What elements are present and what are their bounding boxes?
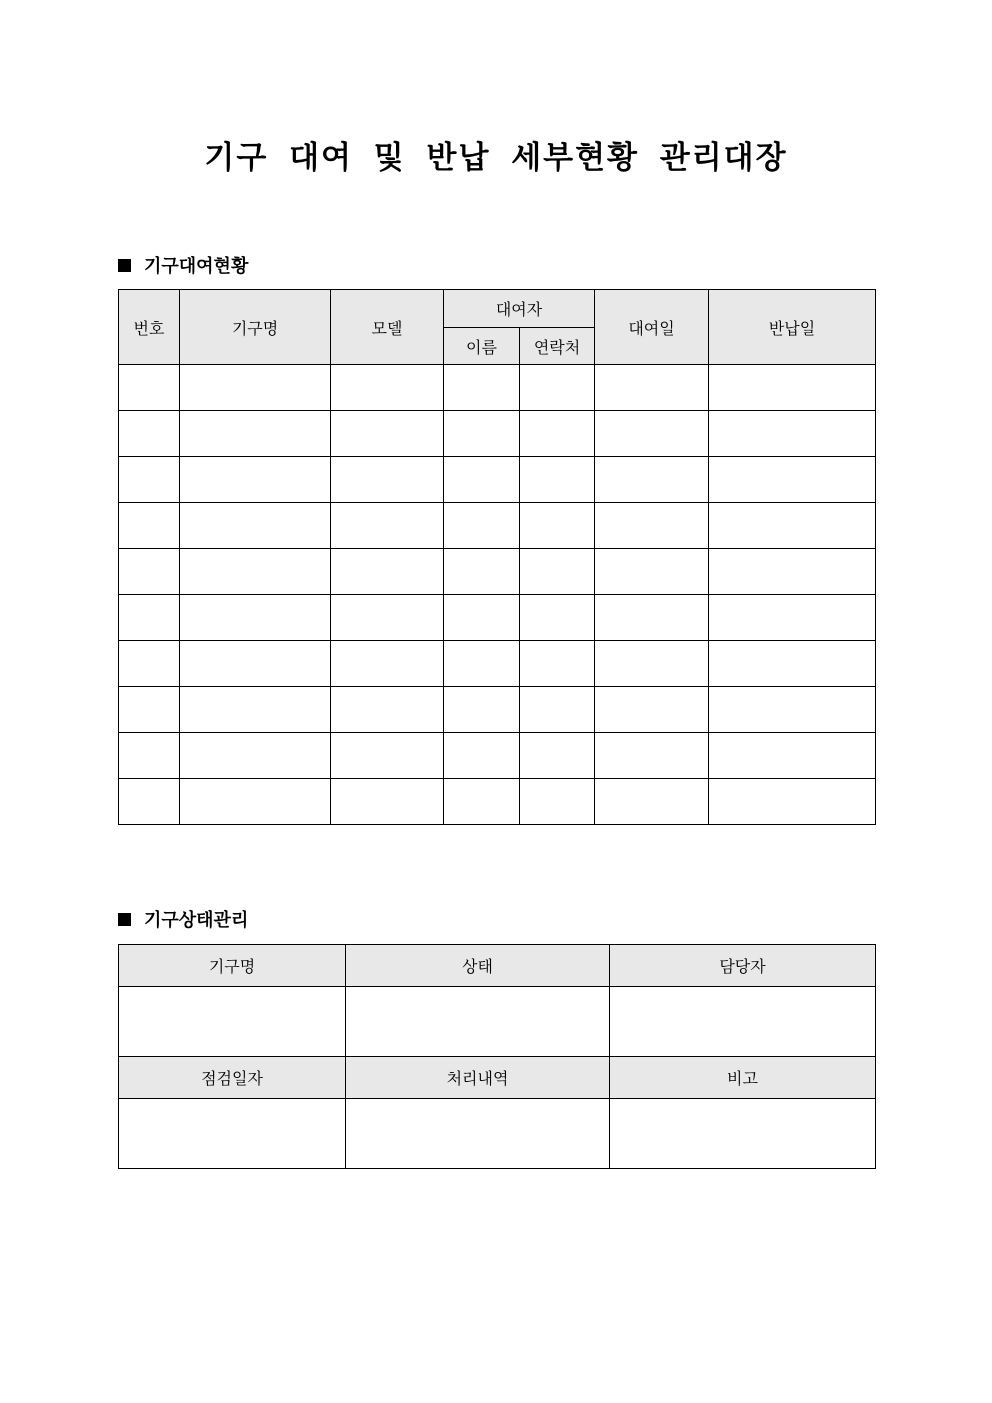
equipment-name-cell[interactable] (180, 733, 331, 779)
borrower-contact-cell[interactable] (520, 641, 595, 687)
equipment-name-cell[interactable] (180, 365, 331, 411)
equipment-name-cell[interactable] (180, 641, 331, 687)
borrower-name-cell[interactable] (444, 365, 520, 411)
equipment-name-cell[interactable] (119, 987, 346, 1057)
status-section-title: 기구상태관리 (144, 910, 249, 931)
no-cell[interactable] (119, 641, 180, 687)
borrower-name-cell[interactable] (444, 411, 520, 457)
model-cell[interactable] (331, 779, 444, 825)
header-borrower-name: 이름 (444, 328, 520, 365)
no-cell[interactable] (119, 411, 180, 457)
equipment-name-cell[interactable] (180, 595, 331, 641)
model-cell[interactable] (331, 503, 444, 549)
model-cell[interactable] (331, 595, 444, 641)
rental-date-cell[interactable] (595, 503, 709, 549)
borrower-name-cell[interactable] (444, 457, 520, 503)
table-row (119, 411, 876, 457)
rental-date-cell[interactable] (595, 549, 709, 595)
model-cell[interactable] (331, 733, 444, 779)
header-manager: 담당자 (610, 945, 876, 987)
borrower-contact-cell[interactable] (520, 411, 595, 457)
header-borrower: 대여자 (444, 290, 595, 328)
rental-date-cell[interactable] (595, 411, 709, 457)
table-row (119, 641, 876, 687)
header-model: 모델 (331, 290, 444, 365)
table-row (119, 549, 876, 595)
equipment-name-cell[interactable] (180, 503, 331, 549)
borrower-name-cell[interactable] (444, 641, 520, 687)
header-borrower-contact: 연락처 (520, 328, 595, 365)
model-cell[interactable] (331, 687, 444, 733)
status-section-heading (118, 906, 248, 932)
rental-section-title: 기구대여현황 (144, 256, 249, 277)
action-history-cell[interactable] (346, 1099, 610, 1169)
return-date-cell[interactable] (709, 641, 876, 687)
model-cell[interactable] (331, 365, 444, 411)
model-cell[interactable] (331, 457, 444, 503)
rental-table-body (119, 365, 876, 825)
no-cell[interactable] (119, 503, 180, 549)
return-date-cell[interactable] (709, 411, 876, 457)
inspection-date-cell[interactable] (119, 1099, 346, 1169)
borrower-name-cell[interactable] (444, 503, 520, 549)
header-return-date: 반납일 (709, 290, 876, 365)
return-date-cell[interactable] (709, 733, 876, 779)
rental-section-heading (118, 252, 248, 278)
square-bullet-icon (118, 913, 131, 926)
borrower-contact-cell[interactable] (520, 595, 595, 641)
status-cell[interactable] (346, 987, 610, 1057)
model-cell[interactable] (331, 411, 444, 457)
return-date-cell[interactable] (709, 687, 876, 733)
borrower-contact-cell[interactable] (520, 733, 595, 779)
borrower-contact-cell[interactable] (520, 687, 595, 733)
rental-status-table (118, 289, 876, 825)
borrower-contact-cell[interactable] (520, 503, 595, 549)
no-cell[interactable] (119, 365, 180, 411)
rental-date-cell[interactable] (595, 687, 709, 733)
square-bullet-icon (118, 259, 131, 272)
table-row (119, 595, 876, 641)
rental-date-cell[interactable] (595, 779, 709, 825)
no-cell[interactable] (119, 779, 180, 825)
manager-cell[interactable] (610, 987, 876, 1057)
model-cell[interactable] (331, 641, 444, 687)
header-equipment-name: 기구명 (180, 290, 331, 365)
header-inspection-date: 점검일자 (119, 1057, 346, 1099)
table-row (119, 779, 876, 825)
borrower-name-cell[interactable] (444, 595, 520, 641)
header-no: 번호 (119, 290, 180, 365)
borrower-contact-cell[interactable] (520, 457, 595, 503)
equipment-name-cell[interactable] (180, 779, 331, 825)
no-cell[interactable] (119, 457, 180, 503)
equipment-name-cell[interactable] (180, 411, 331, 457)
return-date-cell[interactable] (709, 549, 876, 595)
return-date-cell[interactable] (709, 503, 876, 549)
borrower-contact-cell[interactable] (520, 365, 595, 411)
borrower-contact-cell[interactable] (520, 549, 595, 595)
table-row (119, 457, 876, 503)
header-remarks: 비고 (610, 1057, 876, 1099)
return-date-cell[interactable] (709, 595, 876, 641)
equipment-name-cell[interactable] (180, 549, 331, 595)
rental-date-cell[interactable] (595, 365, 709, 411)
rental-date-cell[interactable] (595, 641, 709, 687)
header-rental-date: 대여일 (595, 290, 709, 365)
rental-date-cell[interactable] (595, 595, 709, 641)
equipment-status-table (118, 944, 876, 1169)
table-row (119, 687, 876, 733)
return-date-cell[interactable] (709, 779, 876, 825)
header-action-history: 처리내역 (346, 1057, 610, 1099)
borrower-name-cell[interactable] (444, 733, 520, 779)
table-row (119, 503, 876, 549)
rental-date-cell[interactable] (595, 457, 709, 503)
no-cell[interactable] (119, 549, 180, 595)
borrower-name-cell[interactable] (444, 549, 520, 595)
header-equipment-name: 기구명 (119, 945, 346, 987)
borrower-name-cell[interactable] (444, 779, 520, 825)
borrower-contact-cell[interactable] (520, 779, 595, 825)
model-cell[interactable] (331, 549, 444, 595)
rental-date-cell[interactable] (595, 733, 709, 779)
header-status: 상태 (346, 945, 610, 987)
borrower-name-cell[interactable] (444, 687, 520, 733)
return-date-cell[interactable] (709, 457, 876, 503)
remarks-cell[interactable] (610, 1099, 876, 1169)
equipment-name-cell[interactable] (180, 457, 331, 503)
equipment-name-cell[interactable] (180, 687, 331, 733)
no-cell[interactable] (119, 733, 180, 779)
return-date-cell[interactable] (709, 365, 876, 411)
table-row (119, 733, 876, 779)
no-cell[interactable] (119, 595, 180, 641)
no-cell[interactable] (119, 687, 180, 733)
table-row (119, 365, 876, 411)
document-title: 기구 대여 및 반납 세부현황 관리대장 (204, 140, 788, 176)
